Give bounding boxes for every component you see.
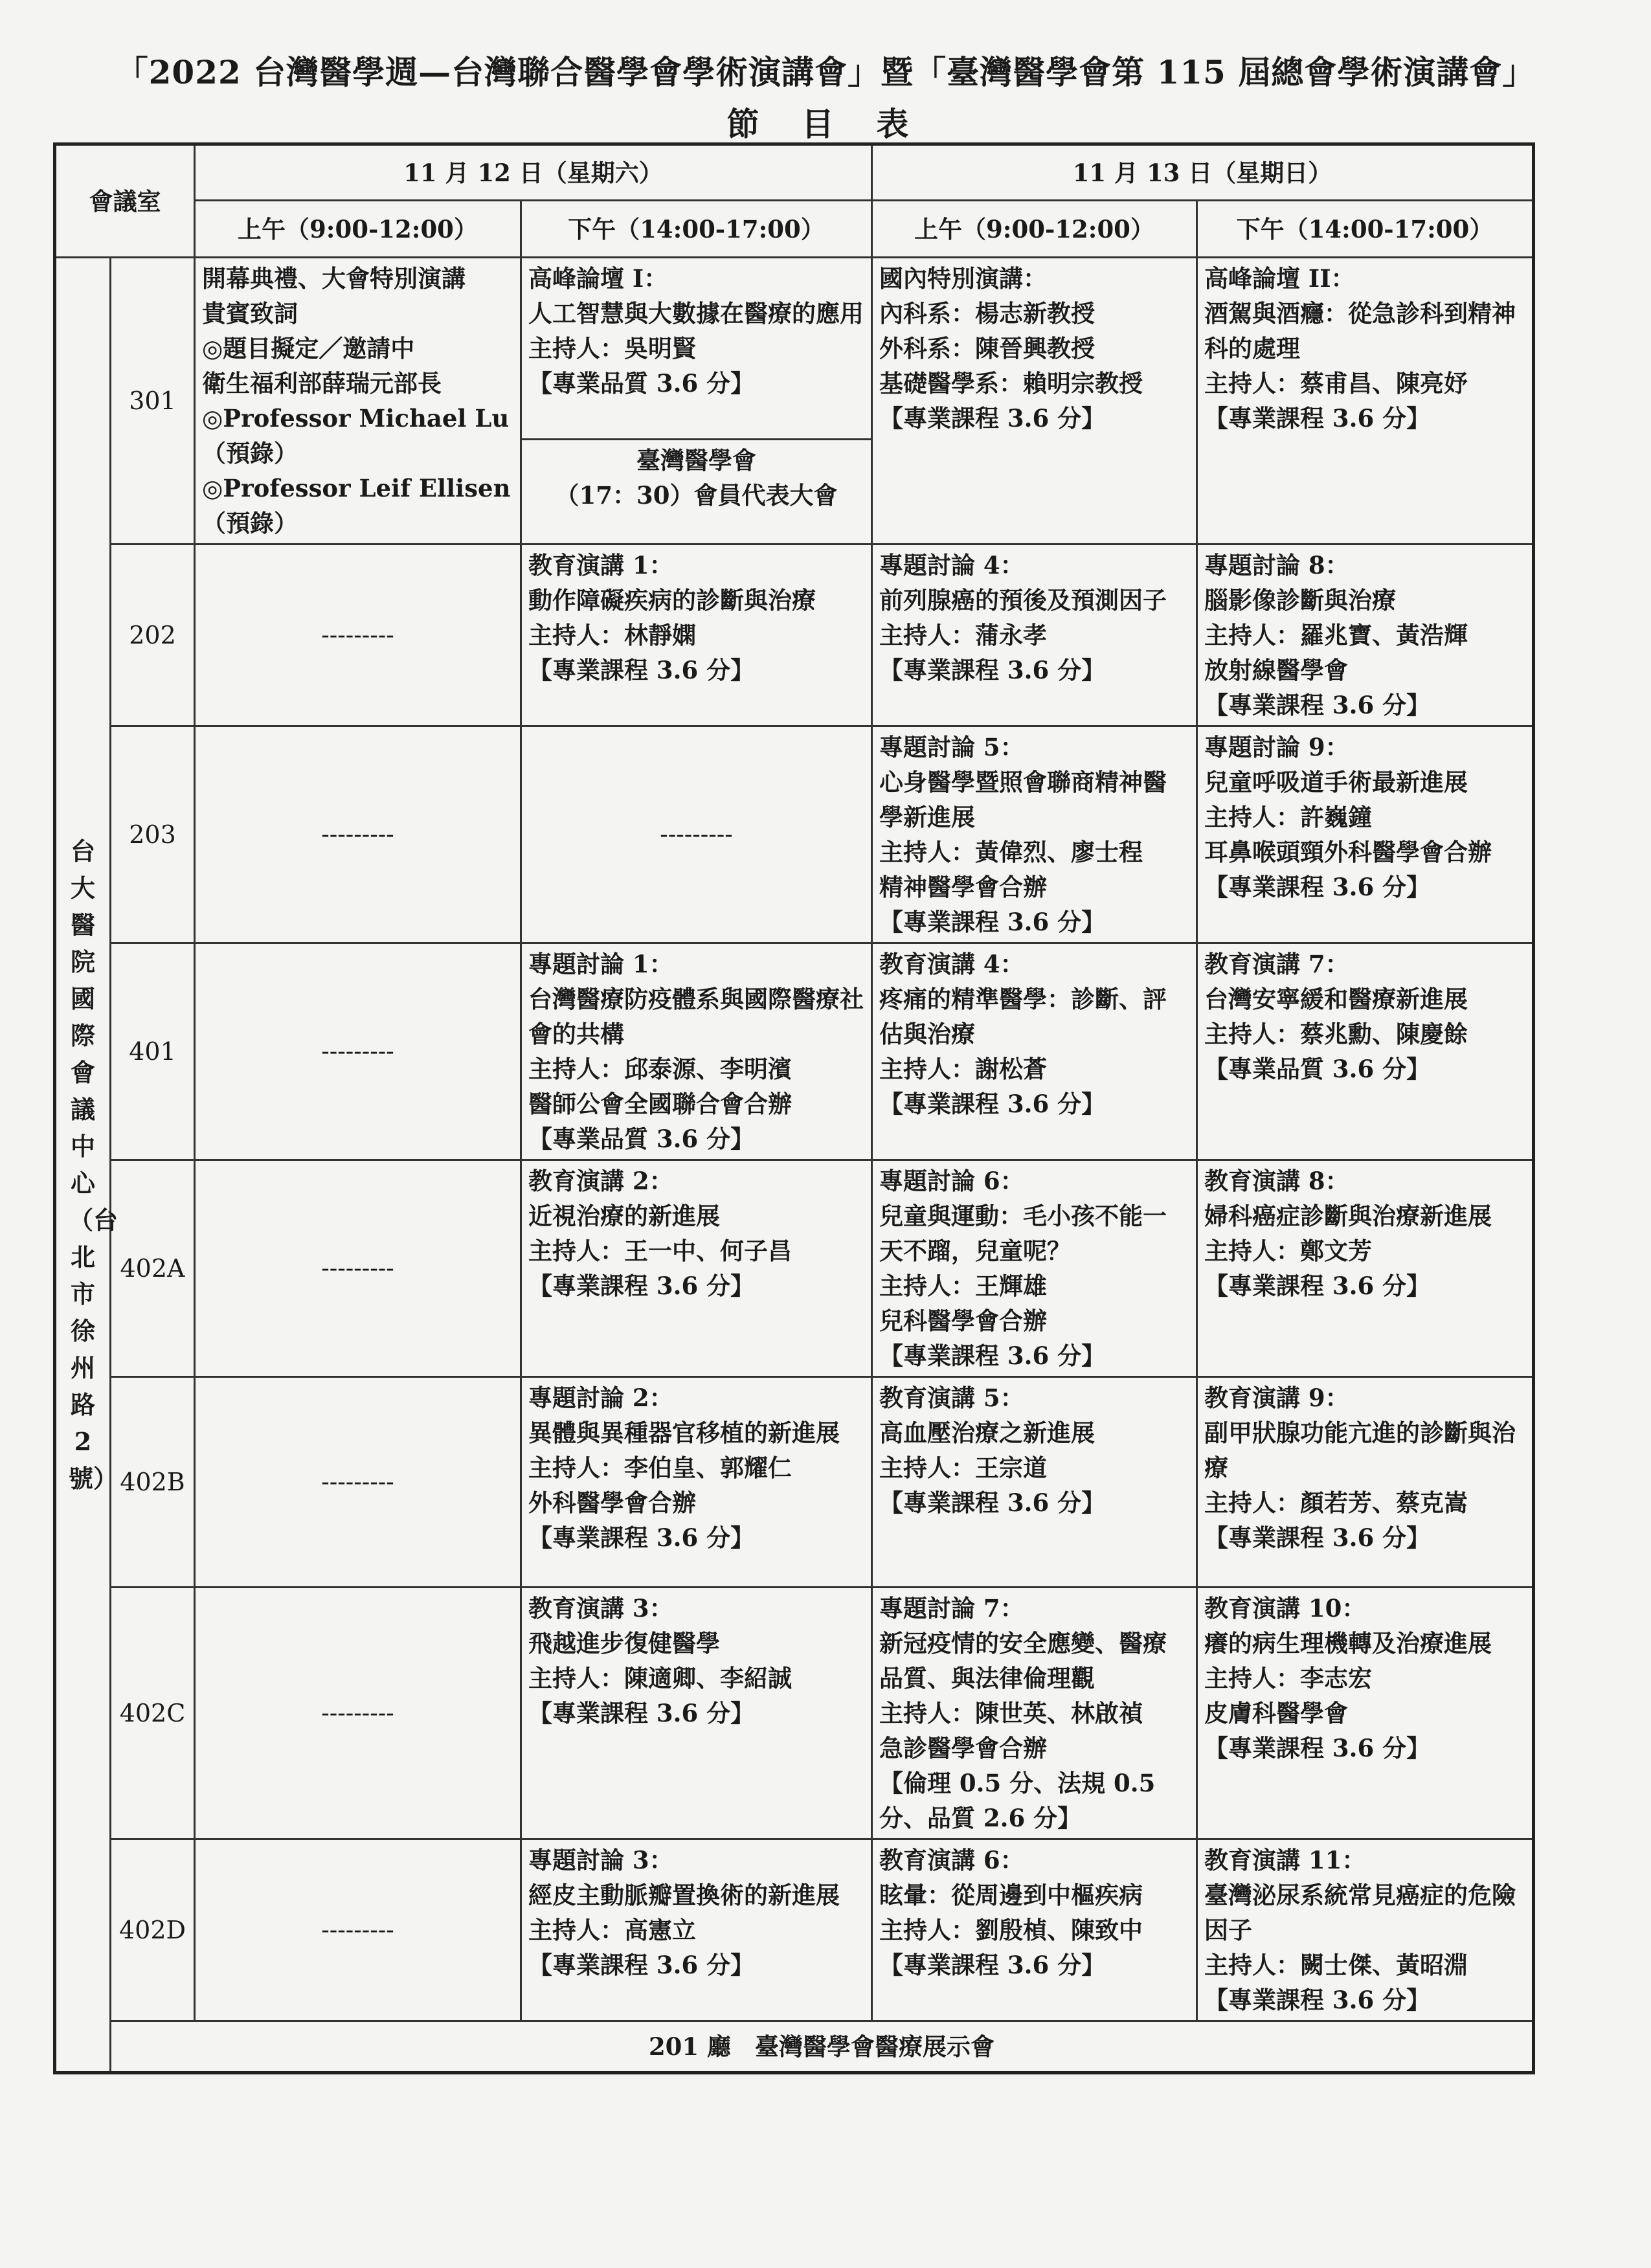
session-cell <box>872 1588 1197 1839</box>
session-line: 兒童呼吸道手術最新進展 <box>1204 768 1468 796</box>
session-line: 【專業課程 3.6 分】 <box>1204 404 1431 432</box>
empty-cell: --------- <box>195 1377 521 1588</box>
session-line: 主持人：黃偉烈、廖士程 <box>879 838 1143 866</box>
empty-cell: --------- <box>521 726 872 943</box>
room-label: 203 <box>111 726 195 943</box>
session-line: 【專業品質 3.6 分】 <box>528 1125 755 1153</box>
session-cell <box>872 1839 1197 2021</box>
session-line: 主持人：蔡兆勳、陳慶餘 <box>1204 1020 1468 1048</box>
session-line: 內科系：楊志新教授 <box>879 299 1095 328</box>
session-line: 教育演講 4： <box>879 950 1024 978</box>
session-line: 異體與異種器官移植的新進展 <box>528 1419 840 1447</box>
session-line: 皮膚科醫學會 <box>1204 1699 1348 1727</box>
session-cell <box>521 1160 872 1377</box>
session-line: 教育演講 5： <box>879 1384 1024 1412</box>
session-line: 主持人：陳世英、林啟禎 <box>879 1699 1143 1727</box>
room-label: 402D <box>111 1839 195 2021</box>
session-line: 癢的病生理機轉及治療進展 <box>1204 1629 1492 1657</box>
session-line: 腦影像診斷與治療 <box>1204 586 1396 614</box>
session-line: 【專業課程 3.6 分】 <box>879 1342 1106 1370</box>
session-line: 專題討論 3： <box>528 1846 673 1874</box>
session-line: 專題討論 8： <box>1204 551 1349 579</box>
session-line: 【專業課程 3.6 分】 <box>528 1699 755 1727</box>
session-line: 【專業課程 3.6 分】 <box>879 1090 1106 1118</box>
session-line: 教育演講 3： <box>528 1594 673 1622</box>
session-line: 【專業課程 3.6 分】 <box>879 656 1106 684</box>
session-line: 【專業課程 3.6 分】 <box>1204 873 1431 901</box>
session-line: 高血壓治療之新進展 <box>879 1419 1095 1447</box>
session-line: 外科系：陳晉興教授 <box>879 334 1095 363</box>
session-line: 人工智慧與大數據在醫療的應用 <box>528 299 864 328</box>
session-cell <box>872 545 1197 726</box>
session-line: 高峰論壇 I： <box>528 264 668 293</box>
session-line: 教育演講 2： <box>528 1167 673 1195</box>
exhibition-row: 201 廳 臺灣醫學會醫療展示會 <box>111 2021 1534 2073</box>
session-line: 放射線醫學會 <box>1204 656 1348 684</box>
day2-pm-header: 下午（14:00-17:00） <box>1197 201 1534 258</box>
session-line: 教育演講 9： <box>1204 1384 1349 1412</box>
session-line: 主持人：羅兆寶、黃浩輝 <box>1204 621 1468 649</box>
day2-am-header: 上午（9:00-12:00） <box>872 201 1197 258</box>
session-cell <box>872 1160 1197 1377</box>
session-cell <box>1197 1839 1534 2021</box>
session-cell <box>1197 258 1534 545</box>
session-line: 教育演講 10： <box>1204 1594 1366 1622</box>
session-line: ◎Professor Leif Ellisen（預錄） <box>202 474 511 537</box>
session-line: 主持人：顏若芳、蔡克嵩 <box>1204 1488 1468 1517</box>
session-line: 專題討論 5： <box>879 733 1024 761</box>
session-line: 酒駕與酒癮：從急診科到精神科的處理 <box>1204 299 1516 363</box>
session-line: 臺灣醫學會 <box>636 446 756 475</box>
session-line: 急診醫學會合辦 <box>879 1734 1047 1762</box>
session-cell <box>1197 545 1534 726</box>
session-line: 副甲狀腺功能亢進的診斷與治療 <box>1204 1419 1516 1482</box>
session-cell <box>872 258 1197 545</box>
empty-cell: --------- <box>195 1160 521 1377</box>
room-label: 301 <box>111 258 195 545</box>
empty-cell: --------- <box>195 545 521 726</box>
session-cell <box>521 1839 872 2021</box>
session-cell <box>521 1588 872 1839</box>
session-line: 【專業課程 3.6 分】 <box>879 908 1106 936</box>
day1-am-header: 上午（9:00-12:00） <box>195 201 521 258</box>
room-header: 會議室 <box>55 144 195 258</box>
schedule-table <box>53 142 1535 2074</box>
session-line: 疼痛的精準醫學：診斷、評估與治療 <box>879 985 1167 1048</box>
session-line: 【專業課程 3.6 分】 <box>528 1951 755 1979</box>
session-line: 專題討論 2： <box>528 1384 673 1412</box>
session-line: 眩暈：從周邊到中樞疾病 <box>879 1881 1143 1909</box>
session-line: ◎Professor Michael Lu（預錄） <box>202 404 510 467</box>
session-line: 教育演講 8： <box>1204 1167 1349 1195</box>
session-line: 兒科醫學會合辦 <box>879 1307 1047 1335</box>
session-cell <box>872 1377 1197 1588</box>
page-subtitle: 節 目 表 <box>726 105 925 143</box>
session-line: 醫師公會全國聯合會合辦 <box>528 1090 792 1118</box>
day2-header: 11 月 13 日（星期日） <box>872 144 1534 201</box>
session-line: 婦科癌症診斷與治療新進展 <box>1204 1202 1492 1230</box>
session-line: 經皮主動脈瓣置換術的新進展 <box>528 1881 840 1909</box>
table-row <box>55 726 1534 943</box>
session-line: 【專業課程 3.6 分】 <box>879 404 1106 432</box>
session-line: 教育演講 1： <box>528 551 673 579</box>
session-line: 耳鼻喉頭頸外科醫學會合辦 <box>1204 838 1492 866</box>
session-line: 主持人：闕士傑、黃昭淵 <box>1204 1951 1468 1979</box>
session-cell <box>521 258 872 545</box>
table-row <box>55 1588 1534 1839</box>
session-line: 【專業課程 3.6 分】 <box>528 1272 755 1300</box>
session-block <box>522 258 871 440</box>
session-line: 主持人：王一中、何子昌 <box>528 1237 792 1265</box>
session-line: 台灣安寧緩和醫療新進展 <box>1204 985 1468 1013</box>
session-line: 主持人：李伯皇、郭耀仁 <box>528 1454 792 1482</box>
session-line: 教育演講 6： <box>879 1846 1024 1874</box>
room-label: 402B <box>111 1377 195 1588</box>
session-line: 動作障礙疾病的診斷與治療 <box>528 586 816 614</box>
day1-pm-header: 下午（14:00-17:00） <box>521 201 872 258</box>
session-line: 【專業課程 3.6 分】 <box>1204 691 1431 719</box>
room-label: 401 <box>111 943 195 1160</box>
session-line: 主持人：蒲永孝 <box>879 621 1047 649</box>
session-cell <box>1197 1377 1534 1588</box>
session-cell <box>1197 1160 1534 1377</box>
session-line: 主持人：吳明賢 <box>528 334 696 363</box>
session-cell <box>521 1377 872 1588</box>
session-line: 【專業課程 3.6 分】 <box>1204 1986 1431 2014</box>
session-line: 【專業課程 3.6 分】 <box>879 1488 1106 1517</box>
session-line: 【倫理 0.5 分、法規 0.5 分、品質 2.6 分】 <box>879 1769 1164 1832</box>
session-cell <box>195 258 521 545</box>
session-line: 專題討論 7： <box>879 1594 1024 1622</box>
session-cell <box>872 726 1197 943</box>
session-line: 教育演講 11： <box>1204 1846 1366 1874</box>
session-line: 【專業課程 3.6 分】 <box>528 656 755 684</box>
session-line: 主持人：邱泰源、李明濱 <box>528 1055 792 1083</box>
session-line: 主持人：李志宏 <box>1204 1664 1372 1692</box>
session-line: 貴賓致詞 <box>202 299 298 328</box>
session-line: 主持人：劉殷楨、陳致中 <box>879 1916 1143 1944</box>
session-line: 衛生福利部薛瑞元部長 <box>202 369 442 398</box>
session-line: 國內特別演講： <box>879 264 1047 293</box>
session-line: 開幕典禮、大會特別演講 <box>202 264 466 293</box>
session-line: 主持人：王宗道 <box>879 1454 1047 1482</box>
empty-cell: --------- <box>195 1839 521 2021</box>
session-line: 高峰論壇 II： <box>1204 264 1355 293</box>
session-line: 兒童與運動：毛小孩不能一天不蹓，兒童呢？ <box>879 1202 1167 1265</box>
session-line: 【專業課程 3.6 分】 <box>1204 1734 1431 1762</box>
session-line: 主持人：王輝雄 <box>879 1272 1047 1300</box>
session-cell <box>1197 943 1534 1160</box>
table-row <box>55 1377 1534 1588</box>
session-line: 專題討論 9： <box>1204 733 1349 761</box>
venue-cell <box>55 258 118 2073</box>
table-row <box>55 545 1534 726</box>
session-line: 外科醫學會合辦 <box>528 1488 696 1517</box>
session-line: 主持人：林靜嫻 <box>528 621 696 649</box>
session-line: 主持人：謝松蒼 <box>879 1055 1047 1083</box>
session-line: 主持人：蔡甫昌、陳亮妤 <box>1204 369 1468 398</box>
table-row <box>55 1160 1534 1377</box>
session-line: 飛越進步復健醫學 <box>528 1629 720 1657</box>
session-line: （17：30）會員代表大會 <box>555 481 838 510</box>
venue-label: 台大醫院國際會議中心（台北市徐州路2號） <box>69 836 118 1493</box>
session-line: 前列腺癌的預後及預測因子 <box>879 586 1167 614</box>
session-line: 心身醫學暨照會聯商精神醫學新進展 <box>879 768 1167 831</box>
table-row <box>55 943 1534 1160</box>
session-line: 主持人：陳適卿、李紹誠 <box>528 1664 792 1692</box>
table-row <box>55 1839 1534 2021</box>
session-cell <box>1197 726 1534 943</box>
session-line: 近視治療的新進展 <box>528 1202 720 1230</box>
empty-cell: --------- <box>195 1588 521 1839</box>
session-block <box>522 440 871 515</box>
room-label: 402A <box>111 1160 195 1377</box>
page-title: 「2022 台灣醫學週—台灣聯合醫學會學術演講會」暨「臺灣醫學會第 115 屆總會學術演講會」 <box>115 53 1536 91</box>
session-line: 主持人：鄭文芳 <box>1204 1237 1372 1265</box>
session-line: 【專業課程 3.6 分】 <box>528 1523 755 1552</box>
session-line: 教育演講 7： <box>1204 950 1349 978</box>
empty-cell: --------- <box>195 726 521 943</box>
session-line: 專題討論 6： <box>879 1167 1024 1195</box>
session-line: 【專業課程 3.6 分】 <box>879 1951 1106 1979</box>
room-label: 202 <box>111 545 195 726</box>
session-line: 臺灣泌尿系統常見癌症的危險因子 <box>1204 1881 1516 1944</box>
day1-header: 11 月 12 日（星期六） <box>195 144 872 201</box>
session-line: 新冠疫情的安全應變、醫療品質、與法律倫理觀 <box>879 1629 1167 1692</box>
session-line: 【專業課程 3.6 分】 <box>1204 1272 1431 1300</box>
session-line: ◎題目擬定／邀請中 <box>202 334 415 363</box>
session-cell <box>872 943 1197 1160</box>
table-row <box>55 2021 1534 2073</box>
session-line: 台灣醫療防疫體系與國際醫療社會的共構 <box>528 985 864 1048</box>
session-line: 【專業品質 3.6 分】 <box>1204 1055 1431 1083</box>
session-cell <box>521 545 872 726</box>
session-line: 精神醫學會合辦 <box>879 873 1047 901</box>
session-line: 主持人：許巍鐘 <box>1204 803 1372 831</box>
session-line: 基礎醫學系：賴明宗教授 <box>879 369 1143 398</box>
session-cell <box>521 943 872 1160</box>
session-line: 【專業課程 3.6 分】 <box>1204 1523 1431 1552</box>
session-line: 主持人：高憲立 <box>528 1916 696 1944</box>
session-line: 專題討論 1： <box>528 950 673 978</box>
empty-cell: --------- <box>195 943 521 1160</box>
session-line: 【專業品質 3.6 分】 <box>528 369 755 398</box>
table-row <box>55 258 1534 545</box>
session-line: 專題討論 4： <box>879 551 1024 579</box>
room-label: 402C <box>111 1588 195 1839</box>
session-cell <box>1197 1588 1534 1839</box>
